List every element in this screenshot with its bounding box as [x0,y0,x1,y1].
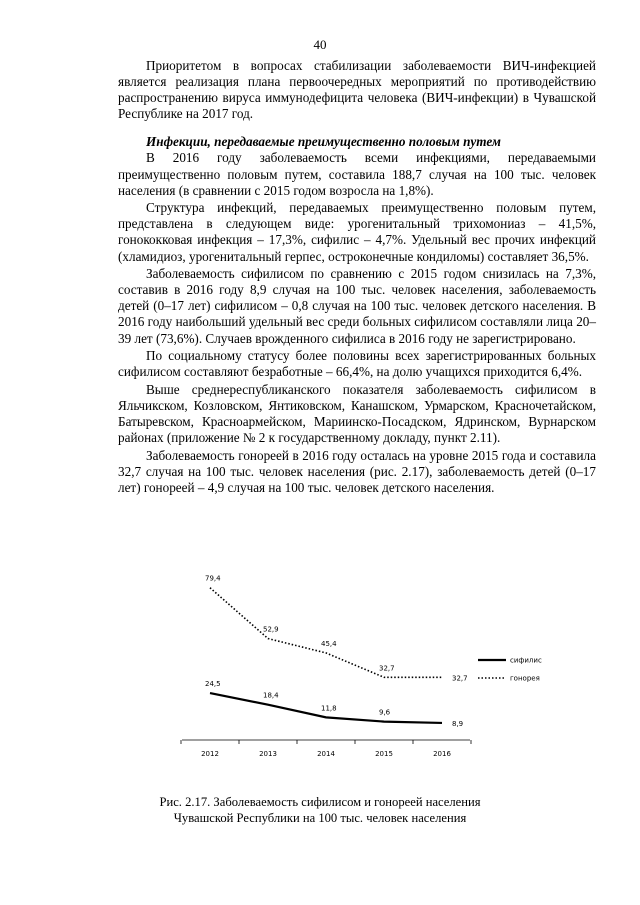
x-tick-label: 2015 [375,750,393,758]
data-label: 79,4 [205,574,221,583]
paragraph: Приоритетом в вопросах стабилизации заболеваемости ВИЧ-инфекцией является реализация плана первоочередных мероприятий по противодействию распространению вируса иммунодефицита человека (ВИЧ-инфекции) в Чувашской Республике на 2017 год. [118,58,596,122]
caption-line-1: Рис. 2.17. Заболеваемость сифилисом и гонореей населения [159,795,481,809]
data-label: 45,4 [321,639,337,648]
data-label: 8,9 [452,719,464,728]
page-number: 40 [313,37,327,52]
data-label: 18,4 [263,691,279,700]
x-tick-label: 2013 [259,750,277,758]
paragraph: В 2016 году заболеваемость всеми инфекциями, передаваемыми преимущественно половым путем, составила 188,7 случая на 100 тыс. человек населения (в сравнении с 2015 годом возросла на 1,8%). [118,150,596,198]
data-label: 24,5 [205,680,221,689]
section-heading: Инфекции, передаваемые преимущественно половым путем [146,134,501,150]
paragraph: Заболеваемость гонореей в 2016 году осталась на уровне 2015 года и составила 32,7 случая на 100 тыс. человек населения (рис. 2.17), заболеваемость детей (0–17 лет) гонореей – 4,9 случая на 100 тыс. человек детского населения. [118,447,596,495]
body-text [118,58,596,497]
data-label: 11,8 [321,704,337,713]
paragraph: Структура инфекций, передаваемых преимущественно половым путем, представлена в следующем виде: урогенитальный трихомониаз – 41,5%, гонококковая инфекция – 17,3%, сифилис – 4,7%. Удельный вес прочих инфекций (хламидиоз, урогенитальный герпес, остроконечные кондиломы) составляет 36,5%. [118,200,596,264]
paragraph: По социальному статусу более половины всех зарегистрированных больных сифилисом составляют безработные – 66,4%, на долю учащихся приходится 6,4%. [118,348,596,380]
data-label: 32,7 [452,674,468,683]
x-tick-label: 2014 [317,750,335,758]
caption-line-2: Чувашской Республики на 100 тыс. человек населения [173,811,467,825]
legend-label: гонорея [510,674,540,683]
data-label: 9,6 [379,708,391,717]
data-label: 32,7 [379,664,395,673]
x-tick-label: 2012 [201,750,219,758]
figure-caption [0,794,640,826]
x-tick-label: 2016 [433,750,451,758]
series-line-gonorrhea [210,588,442,678]
paragraph: Выше среднереспубликанского показателя заболеваемость сифилисом в Яльчикском, Козловском, Янтиковском, Канашском, Урмарском, Красночетайском, Батыревском, Красноармейском, Мариинско-Посадском, Ядринском, Вурнарском районах (приложение № 2 к государственному докладу, пункт 2.11). [118,381,596,446]
legend-label: сифилис [510,656,542,665]
line-chart [180,572,560,768]
paragraph: Заболеваемость сифилисом по сравнению с 2015 годом снизилась на 7,3%, составив в 2016 году 8,9 случая на 100 тыс. человек населения, заболеваемость детей (0–17 лет) сифилисом – 0,8 случая на 100 тыс. человек детского населения. В 2016 году наибольший удельный вес среди больных сифилисом составляли лица 20–39 лет (73,6%). Случаев врожденного сифилиса в 2016 году не зарегистрировано. [118,266,596,346]
data-label: 52,9 [263,625,279,634]
